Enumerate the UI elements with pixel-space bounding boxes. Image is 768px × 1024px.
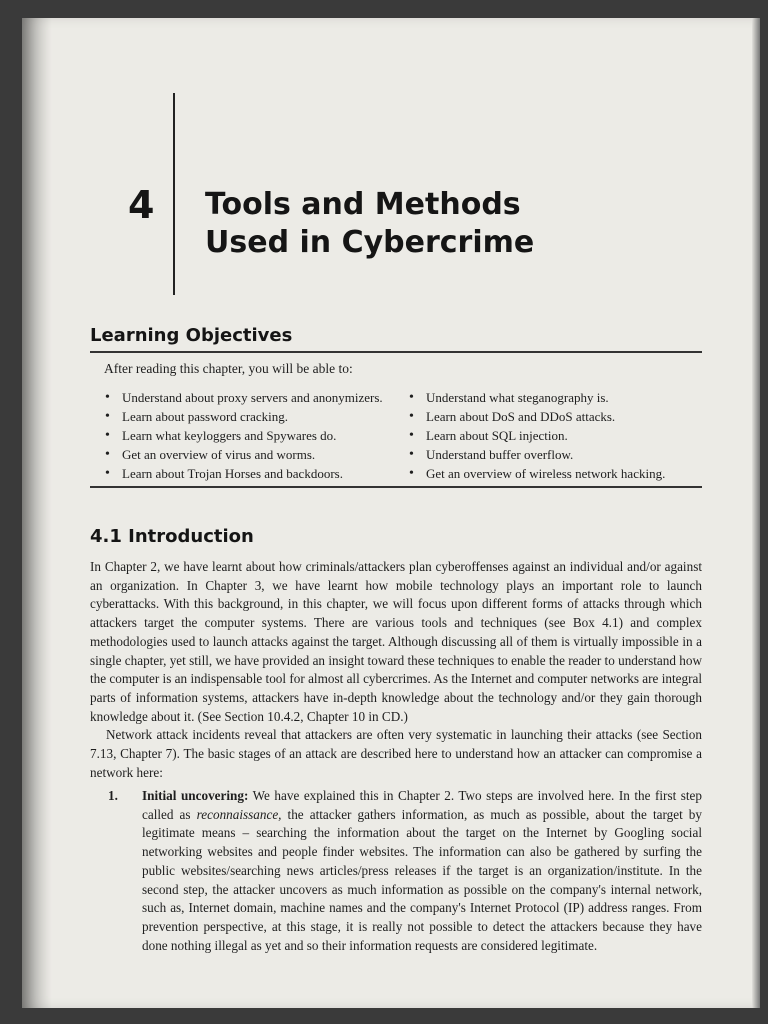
objective-item: • Understand what steganography is. — [406, 388, 665, 407]
paragraph-2: Network attack incidents reveal that attackers are often very systematic in launching their attacks (see Section 7.13, Chapter 7). The basic stages of an attack are described here to understand how an attacker can compromise a network here: — [90, 727, 702, 780]
list-text-emphasis: reconnaissance, — [196, 806, 282, 822]
objective-item: • Learn what keyloggers and Spywares do. — [102, 426, 383, 445]
objective-item: • Learn about SQL injection. — [406, 426, 665, 445]
objective-item: • Learn about DoS and DDoS attacks. — [406, 407, 665, 426]
objective-item: • Understand about proxy servers and anonymizers. — [102, 388, 383, 407]
section-heading: 4.1 Introduction — [90, 526, 254, 547]
section-body — [90, 558, 702, 782]
learning-objectives-heading: Learning Objectives — [90, 325, 293, 346]
objective-item: • Get an overview of virus and worms. — [102, 445, 383, 464]
list-number: 1. — [108, 788, 118, 803]
page-edge — [752, 18, 760, 1008]
objectives-list-right — [406, 388, 665, 483]
objectives-bottom-rule — [90, 486, 702, 488]
objective-item: • Understand buffer overflow. — [406, 445, 665, 464]
list-text-a: We have explained this in Chapter 2. Two steps are involved here. In the first step called as — [142, 788, 702, 822]
chapter-divider-rule — [173, 93, 175, 295]
objectives-top-rule — [90, 351, 702, 353]
list-text-b: the attacker gathers information, as much as possible, about the target by legitimate means – searching the information about the target on the Internet by Googling social networking websites and people finder websites. The information can also be gathered by surfing the public websites/searching news articles/press releases if the target is an organization/institute. In the second step, the attacker uncovers as much information as possible on the company's internal network, such as, Internet domain, machine names and the company's Internet Protocol (IP) address ranges. From prevention perspective, at this stage, it is really not possible to detect the attackers because they have done nothing illegal as yet and so their information requests are considered legitimate. — [142, 806, 702, 953]
objectives-list-left — [102, 388, 383, 483]
chapter-title — [205, 186, 625, 262]
objective-item: • Learn about password cracking. — [102, 407, 383, 426]
chapter-title-line-2: Used in Cybercrime — [205, 225, 535, 260]
numbered-list-item — [108, 787, 702, 955]
objective-item: • Learn about Trojan Horses and backdoors. — [102, 464, 383, 483]
binding-shadow — [22, 18, 52, 1008]
chapter-title-line-1: Tools and Methods — [205, 187, 521, 222]
paragraph-1: In Chapter 2, we have learnt about how criminals/attackers plan cyberoffenses against an individual and/or against an organization. In Chapter 3, we have learnt how mobile technology plays an important role to launch cyberattacks. With this background, in this chapter, we will focus upon different forms of attacks through which attackers target the computer systems. There are various tools and techniques (see Box 4.1) and complex methodologies used to launch attacks against the target. Although discussing all of them is virtually impossible in a single chapter, yet still, we have provided an insight toward these techniques to enable the reader to understand how the computer is an indispensable tool for almost all cybercrimes. As the Internet and computer networks are integral parts of information systems, attackers have in-depth knowledge about the technology and/or they gain thorough knowledge about it. (See Section 10.4.2, Chapter 10 in CD.) — [90, 559, 702, 724]
objective-item: • Get an overview of wireless network hacking. — [406, 464, 665, 483]
objectives-intro: After reading this chapter, you will be able to: — [104, 361, 353, 376]
chapter-number: 4 — [128, 183, 155, 227]
list-term: Initial uncovering: — [142, 788, 249, 803]
list-item-body — [142, 787, 702, 955]
book-page — [22, 18, 760, 1008]
